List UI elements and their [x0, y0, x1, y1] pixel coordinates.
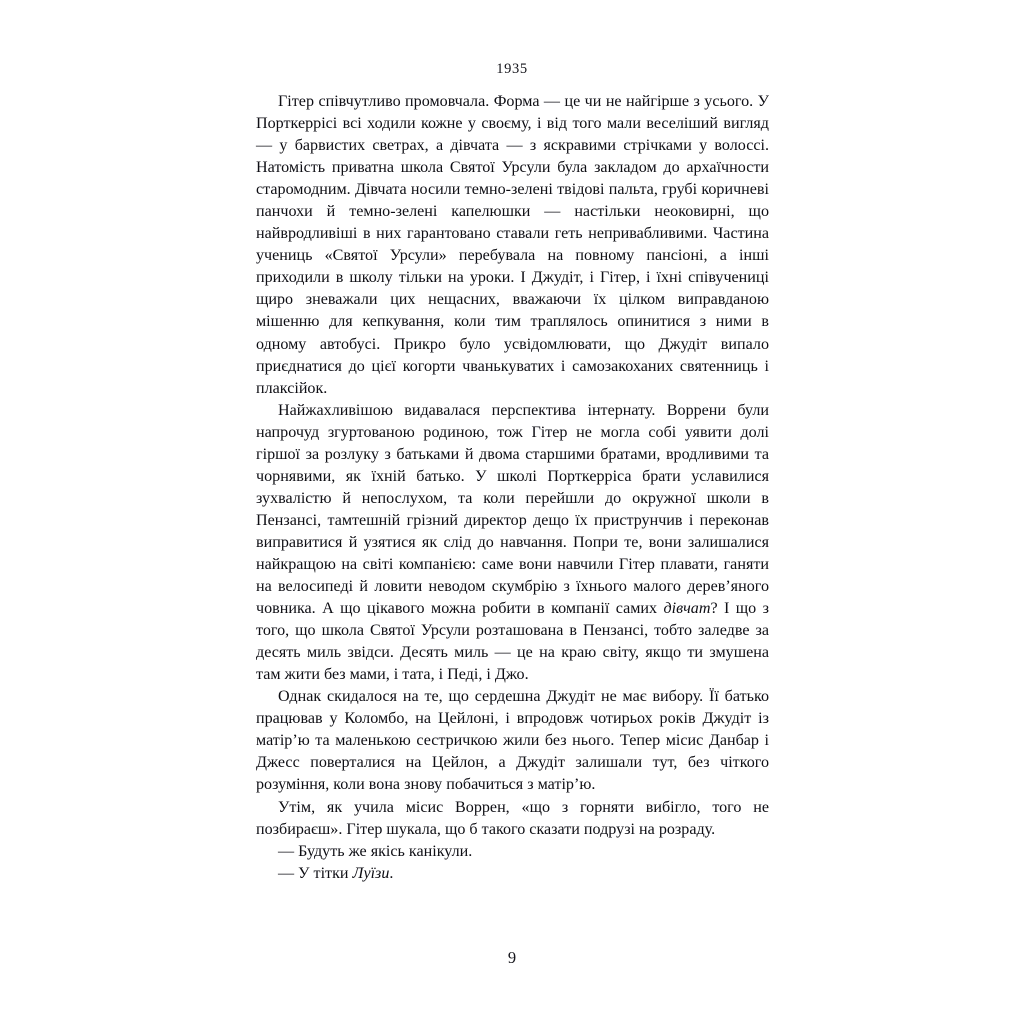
- dialogue-1-dash: —: [278, 842, 295, 860]
- dialogue-1-text: Будуть же якісь канікули.: [298, 842, 473, 860]
- running-head-year: 1935: [496, 61, 528, 77]
- dialogue-2-text-after: .: [389, 864, 394, 882]
- body-text-column: [256, 91, 769, 885]
- dialogue-2-text-before: У тітки: [298, 864, 353, 882]
- paragraph-1-text: Гітер співчутливо промовчала. Форма — це чи не найгірше з усього. У Порткеррісі всі ходили кожне у своєму, і від того мали веселіший вигляд — у барвистих светрах, а дівчата — з яскравими стрічками у волоссі. Натомість приватна школа Святої Урсули була закладом до архаїчности старомодним. Дівчата носили темно-зелені твідові пальта, грубі коричневі панчохи й темно-зелені капелюшки — настільки неоковирні, що найвродливіші в них гарантовано ставали геть непривабливими. Частина учениць «Святої Урсули» перебувала на повному пансіоні, а інші приходили в школу тільки на уроки. І Джудіт, і Гітер, і їхні співучениці щиро зневажали цих нещасних, вважаючи їх цілком виправданою мішенню для кепкування, коли тим траплялось опинитися з ними в одному автобусі. Прикро було усвідомлювати, що Джудіт випало приєднатися до цієї когорти чванькуватих і самозакоханих святенниць і плаксійок.: [256, 93, 769, 397]
- paragraph-2-text: Найжахливішою видавалася перспектива інтернату. Воррени були напрочуд згуртованою родиною, тож Гітер не могла собі уявити долі гіршої за розлуку з батьками й двома старшими братами, вродливими та чорнявими, як їхній батько. У школі Порткерріса брати уславилися зухвалістю й непослухом, та коли перейшли до окружної школи в Пензансі, тамтешній грізний директор дещо їх приструнчив і переконав виправитися й узятися як слід до навчання. Попри те, вони залишалися найкращою на світі компанією: саме вони навчили Гітер плавати, ганяти на велосипеді й ловити неводом скумбрію з їхнього малого деревʼяного човника. А що цікавого можна робити в компанії самих: [256, 401, 769, 618]
- paragraph-4: [256, 797, 769, 841]
- paragraph-2-emphasis: дівчат: [663, 600, 711, 618]
- paragraph-2-text-after: ? І що з того, що школа Святої Урсули розташована в Пензансі, тобто заледве за десять миль звідси. Десять миль — це на краю світу, якщо ти змушена там жити без мами, і тата, і Педі, і Джо.: [256, 600, 769, 684]
- paragraph-4-text: Утім, як учила місис Воррен, «що з горняти вибігло, того не позбираєш». Гітер шукала, що б такого сказати подрузі на розраду.: [256, 798, 769, 838]
- dialogue-line-1: [256, 841, 769, 863]
- page-number: 9: [507, 948, 517, 967]
- dialogue-2-dash: —: [278, 864, 295, 882]
- paragraph-2: [256, 400, 769, 687]
- paragraph-3: [256, 686, 769, 796]
- paragraph-3-text: Однак скидалося на те, що сердешна Джудіт не має вибору. Її батько працював у Коломбо, на Цейлоні, і впродовж чотирьох років Джудіт із матірʼю та маленькою сестричкою жили без нього. Тепер місис Данбар і Джесс поверталися на Цейлон, а Джудіт залишали тут, без чіткого розуміння, коли вона знову побачиться з матірʼю.: [256, 688, 769, 794]
- dialogue-line-2: [256, 863, 769, 885]
- dialogue-2-emphasis: Луїзи: [352, 864, 390, 882]
- paragraph-1: [256, 91, 769, 400]
